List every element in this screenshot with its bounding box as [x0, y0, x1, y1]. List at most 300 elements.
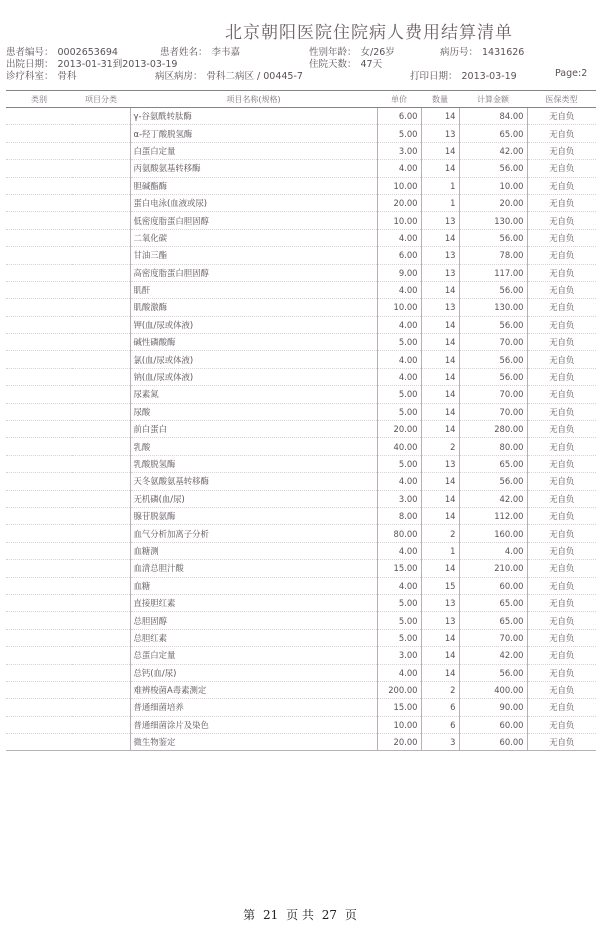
table-row	[6, 281, 596, 298]
cell-amount: 56.00	[459, 316, 527, 333]
cell-category	[6, 612, 72, 629]
cell-quantity: 14	[421, 351, 459, 368]
cell-insurance-type: 无自负	[527, 699, 596, 716]
cell-subcategory	[72, 316, 130, 333]
table-row	[6, 716, 596, 733]
cell-insurance-type: 无自负	[527, 281, 596, 298]
ward-label: 病区病房：	[155, 71, 203, 82]
cell-item-name: 尿素氮	[130, 386, 377, 403]
cell-insurance-type: 无自负	[527, 403, 596, 420]
patient-id-value: 0002653694	[57, 47, 118, 58]
cell-quantity: 14	[421, 160, 459, 177]
cell-amount: 4.00	[459, 542, 527, 559]
table-row	[6, 612, 596, 629]
dept-value: 骨科	[57, 71, 77, 82]
table-row	[6, 699, 596, 716]
cell-amount: 117.00	[459, 264, 527, 281]
cell-unit-price: 10.00	[377, 299, 421, 316]
cell-unit-price: 5.00	[377, 403, 421, 420]
cell-category	[6, 542, 72, 559]
cell-insurance-type: 无自负	[527, 490, 596, 507]
cell-subcategory	[72, 160, 130, 177]
cell-item-name: 血清总胆汁酸	[130, 560, 377, 577]
cell-amount: 42.00	[459, 647, 527, 664]
cell-category	[6, 299, 72, 316]
cell-insurance-type: 无自负	[527, 507, 596, 524]
page-footer	[0, 906, 600, 923]
cell-unit-price: 5.00	[377, 386, 421, 403]
cell-unit-price: 5.00	[377, 629, 421, 646]
cell-item-name: 钠(血/尿或体液)	[130, 368, 377, 385]
table-row	[6, 160, 596, 177]
table-row	[6, 629, 596, 646]
table-row	[6, 229, 596, 246]
cell-unit-price: 5.00	[377, 594, 421, 611]
cell-unit-price: 4.00	[377, 160, 421, 177]
cell-category	[6, 160, 72, 177]
cell-item-name: α-羟丁酸脱氢酶	[130, 125, 377, 142]
cell-item-name: 微生物鉴定	[130, 734, 377, 751]
cell-subcategory	[72, 142, 130, 159]
cell-amount: 65.00	[459, 125, 527, 142]
cell-item-name: 前白蛋白	[130, 421, 377, 438]
cell-quantity: 15	[421, 577, 459, 594]
cell-insurance-type: 无自负	[527, 525, 596, 542]
table-row	[6, 351, 596, 368]
cell-category	[6, 334, 72, 351]
cell-amount: 130.00	[459, 299, 527, 316]
footer-total-pages: 27	[321, 908, 338, 922]
cell-item-name: 丙氨酸氨基转移酶	[130, 160, 377, 177]
cell-subcategory	[72, 594, 130, 611]
cell-item-name: 总胆固醇	[130, 612, 377, 629]
cell-item-name: 直接胆红素	[130, 594, 377, 611]
cell-insurance-type: 无自负	[527, 334, 596, 351]
cell-amount: 210.00	[459, 560, 527, 577]
cell-unit-price: 4.00	[377, 229, 421, 246]
cell-quantity: 13	[421, 455, 459, 472]
dept-label: 诊疗科室：	[6, 71, 54, 82]
cell-item-name: 二氧化碳	[130, 229, 377, 246]
admit-dates-value: 2013-01-31到2013-03-19	[57, 59, 178, 70]
cell-amount: 60.00	[459, 716, 527, 733]
col-header-item-name: 项目名称(规格)	[130, 91, 377, 108]
cell-amount: 65.00	[459, 612, 527, 629]
cell-unit-price: 4.00	[377, 664, 421, 681]
cell-item-name: 白蛋白定量	[130, 142, 377, 159]
cell-subcategory	[72, 629, 130, 646]
cell-amount: 56.00	[459, 473, 527, 490]
cell-subcategory	[72, 699, 130, 716]
cell-quantity: 13	[421, 612, 459, 629]
cell-category	[6, 699, 72, 716]
cell-quantity: 6	[421, 699, 459, 716]
cell-item-name: 氯(血/尿或体液)	[130, 351, 377, 368]
cell-subcategory	[72, 647, 130, 664]
cell-unit-price: 40.00	[377, 438, 421, 455]
cell-quantity: 14	[421, 108, 459, 125]
table-row	[6, 108, 596, 125]
footer-suffix: 页	[344, 908, 357, 922]
cell-category	[6, 455, 72, 472]
cell-category	[6, 594, 72, 611]
cell-insurance-type: 无自负	[527, 108, 596, 125]
cell-unit-price: 15.00	[377, 560, 421, 577]
cell-subcategory	[72, 334, 130, 351]
cell-subcategory	[72, 177, 130, 194]
cell-item-name: γ-谷氨酰转肽酶	[130, 108, 377, 125]
cell-category	[6, 716, 72, 733]
cell-quantity: 14	[421, 229, 459, 246]
cell-amount: 56.00	[459, 368, 527, 385]
cell-amount: 112.00	[459, 507, 527, 524]
patient-id-label: 患者编号：	[6, 47, 54, 58]
cell-quantity: 13	[421, 264, 459, 281]
cell-subcategory	[72, 386, 130, 403]
cell-item-name: 高密度脂蛋白胆固醇	[130, 264, 377, 281]
cell-insurance-type: 无自负	[527, 629, 596, 646]
cell-item-name: 胆碱酯酶	[130, 177, 377, 194]
cell-quantity: 14	[421, 490, 459, 507]
cell-insurance-type: 无自负	[527, 647, 596, 664]
cell-category	[6, 351, 72, 368]
table-header-row	[6, 91, 596, 108]
record-no-label: 病历号：	[440, 47, 479, 58]
cell-category	[6, 681, 72, 698]
cell-quantity: 14	[421, 403, 459, 420]
cell-amount: 56.00	[459, 229, 527, 246]
col-header-subcategory: 项目分类	[72, 91, 130, 108]
table-row	[6, 647, 596, 664]
table-row	[6, 125, 596, 142]
cell-quantity: 13	[421, 125, 459, 142]
table-row	[6, 455, 596, 472]
cell-insurance-type: 无自负	[527, 577, 596, 594]
cell-amount: 56.00	[459, 281, 527, 298]
cell-amount: 60.00	[459, 734, 527, 751]
cell-insurance-type: 无自负	[527, 716, 596, 733]
cell-subcategory	[72, 525, 130, 542]
cell-category	[6, 560, 72, 577]
cell-subcategory	[72, 403, 130, 420]
cell-category	[6, 473, 72, 490]
cell-quantity: 1	[421, 542, 459, 559]
cell-quantity: 14	[421, 647, 459, 664]
table-row	[6, 507, 596, 524]
cell-amount: 20.00	[459, 194, 527, 211]
cell-subcategory	[72, 612, 130, 629]
cell-unit-price: 4.00	[377, 473, 421, 490]
cell-category	[6, 125, 72, 142]
cell-unit-price: 9.00	[377, 264, 421, 281]
cell-insurance-type: 无自负	[527, 594, 596, 611]
col-header-amount: 计算金额	[459, 91, 527, 108]
cell-insurance-type: 无自负	[527, 560, 596, 577]
patient-name-value: 李韦嘉	[211, 47, 241, 58]
cell-unit-price: 4.00	[377, 542, 421, 559]
cell-unit-price: 4.00	[377, 368, 421, 385]
cell-unit-price: 3.00	[377, 142, 421, 159]
charges-table	[6, 90, 596, 751]
cell-category	[6, 490, 72, 507]
table-row	[6, 490, 596, 507]
cell-category	[6, 108, 72, 125]
cell-unit-price: 6.00	[377, 247, 421, 264]
cell-unit-price: 5.00	[377, 455, 421, 472]
cell-quantity: 13	[421, 212, 459, 229]
cell-unit-price: 200.00	[377, 681, 421, 698]
document-title: 北京朝阳医院住院病人费用结算清单	[225, 23, 513, 43]
cell-subcategory	[72, 490, 130, 507]
cell-quantity: 3	[421, 734, 459, 751]
cell-quantity: 14	[421, 421, 459, 438]
cell-subcategory	[72, 455, 130, 472]
cell-item-name: 血气分析加离子分析	[130, 525, 377, 542]
cell-insurance-type: 无自负	[527, 177, 596, 194]
cell-category	[6, 438, 72, 455]
cell-unit-price: 6.00	[377, 108, 421, 125]
cell-subcategory	[72, 560, 130, 577]
cell-amount: 56.00	[459, 351, 527, 368]
admit-dates-label: 出院日期：	[6, 59, 54, 70]
cell-quantity: 14	[421, 386, 459, 403]
cell-item-name: 血糖测	[130, 542, 377, 559]
cell-insurance-type: 无自负	[527, 351, 596, 368]
table-row	[6, 299, 596, 316]
cell-amount: 80.00	[459, 438, 527, 455]
cell-subcategory	[72, 194, 130, 211]
stay-days-label: 住院天数：	[309, 59, 357, 70]
cell-item-name: 腺苷脱氨酶	[130, 507, 377, 524]
cell-subcategory	[72, 125, 130, 142]
cell-quantity: 14	[421, 368, 459, 385]
cell-item-name: 低密度脂蛋白胆固醇	[130, 212, 377, 229]
cell-insurance-type: 无自负	[527, 194, 596, 211]
cell-category	[6, 212, 72, 229]
cell-category	[6, 247, 72, 264]
table-row	[6, 438, 596, 455]
cell-amount: 56.00	[459, 160, 527, 177]
cell-quantity: 14	[421, 629, 459, 646]
cell-subcategory	[72, 351, 130, 368]
cell-amount: 84.00	[459, 108, 527, 125]
table-row	[6, 681, 596, 698]
cell-subcategory	[72, 108, 130, 125]
cell-subcategory	[72, 438, 130, 455]
cell-category	[6, 629, 72, 646]
footer-middle: 页 共	[286, 908, 314, 922]
cell-subcategory	[72, 247, 130, 264]
cell-item-name: 钾(血/尿或体液)	[130, 316, 377, 333]
cell-category	[6, 316, 72, 333]
cell-category	[6, 264, 72, 281]
cell-category	[6, 421, 72, 438]
cell-insurance-type: 无自负	[527, 455, 596, 472]
cell-amount: 70.00	[459, 334, 527, 351]
cell-category	[6, 507, 72, 524]
patient-name-label: 患者姓名：	[160, 47, 208, 58]
table-row	[6, 525, 596, 542]
cell-unit-price: 20.00	[377, 421, 421, 438]
cell-item-name: 甘油三酯	[130, 247, 377, 264]
cell-amount: 70.00	[459, 629, 527, 646]
cell-unit-price: 20.00	[377, 194, 421, 211]
cell-insurance-type: 无自负	[527, 160, 596, 177]
cell-category	[6, 403, 72, 420]
footer-current-page: 21	[262, 908, 279, 922]
footer-prefix: 第	[243, 908, 256, 922]
cell-quantity: 6	[421, 716, 459, 733]
print-date-field	[410, 68, 517, 82]
table-row	[6, 316, 596, 333]
cell-item-name: 肌酐	[130, 281, 377, 298]
cell-item-name: 肌酸激酶	[130, 299, 377, 316]
table-row	[6, 473, 596, 490]
dept-field	[6, 68, 77, 82]
cell-subcategory	[72, 368, 130, 385]
cell-subcategory	[72, 421, 130, 438]
cell-insurance-type: 无自负	[527, 264, 596, 281]
cell-category	[6, 177, 72, 194]
col-header-category: 类别	[6, 91, 72, 108]
cell-insurance-type: 无自负	[527, 542, 596, 559]
cell-subcategory	[72, 681, 130, 698]
cell-category	[6, 229, 72, 246]
col-header-unit-price: 单价	[377, 91, 421, 108]
table-row	[6, 247, 596, 264]
cell-unit-price: 3.00	[377, 490, 421, 507]
cell-insurance-type: 无自负	[527, 438, 596, 455]
cell-quantity: 14	[421, 316, 459, 333]
ward-field	[155, 68, 303, 82]
cell-quantity: 13	[421, 594, 459, 611]
cell-item-name: 乳酸脱氢酶	[130, 455, 377, 472]
cell-unit-price: 5.00	[377, 334, 421, 351]
cell-amount: 42.00	[459, 142, 527, 159]
cell-item-name: 总胆红素	[130, 629, 377, 646]
cell-insurance-type: 无自负	[527, 212, 596, 229]
cell-item-name: 蛋白电泳(血液或尿)	[130, 194, 377, 211]
cell-quantity: 2	[421, 525, 459, 542]
cell-amount: 70.00	[459, 403, 527, 420]
cell-category	[6, 142, 72, 159]
cell-quantity: 1	[421, 194, 459, 211]
cell-item-name: 难辨梭菌A毒素测定	[130, 681, 377, 698]
cell-amount: 78.00	[459, 247, 527, 264]
sex-age-value: 女/26岁	[360, 47, 395, 58]
cell-category	[6, 368, 72, 385]
table-row	[6, 334, 596, 351]
table-row	[6, 664, 596, 681]
cell-amount: 280.00	[459, 421, 527, 438]
cell-item-name: 乳酸	[130, 438, 377, 455]
cell-unit-price: 15.00	[377, 699, 421, 716]
table-row	[6, 368, 596, 385]
cell-insurance-type: 无自负	[527, 125, 596, 142]
cell-amount: 65.00	[459, 594, 527, 611]
cell-subcategory	[72, 281, 130, 298]
print-date-label: 打印日期：	[410, 71, 458, 82]
cell-item-name: 无机磷(血/尿)	[130, 490, 377, 507]
cell-item-name: 血糖	[130, 577, 377, 594]
cell-quantity: 1	[421, 177, 459, 194]
table-row	[6, 734, 596, 751]
cell-insurance-type: 无自负	[527, 386, 596, 403]
page-indicator: Page:2	[555, 68, 588, 79]
cell-subcategory	[72, 264, 130, 281]
cell-quantity: 2	[421, 438, 459, 455]
table-row	[6, 386, 596, 403]
cell-quantity: 14	[421, 334, 459, 351]
table-row	[6, 142, 596, 159]
table-row	[6, 403, 596, 420]
cell-unit-price: 4.00	[377, 281, 421, 298]
cell-item-name: 普通细菌涂片及染色	[130, 716, 377, 733]
table-row	[6, 421, 596, 438]
cell-unit-price: 4.00	[377, 316, 421, 333]
cell-category	[6, 525, 72, 542]
cell-quantity: 13	[421, 247, 459, 264]
cell-category	[6, 577, 72, 594]
cell-category	[6, 281, 72, 298]
cell-unit-price: 5.00	[377, 125, 421, 142]
cell-subcategory	[72, 577, 130, 594]
cell-insurance-type: 无自负	[527, 229, 596, 246]
cell-insurance-type: 无自负	[527, 421, 596, 438]
ward-value: 骨科二病区 / 00445-7	[206, 71, 303, 82]
cell-amount: 70.00	[459, 386, 527, 403]
cell-category	[6, 664, 72, 681]
charges-table-body	[6, 108, 596, 751]
record-no-value: 1431626	[482, 47, 525, 58]
cell-unit-price: 10.00	[377, 177, 421, 194]
cell-quantity: 14	[421, 560, 459, 577]
cell-category	[6, 194, 72, 211]
cell-quantity: 14	[421, 507, 459, 524]
cell-insurance-type: 无自负	[527, 142, 596, 159]
cell-quantity: 14	[421, 664, 459, 681]
cell-quantity: 14	[421, 142, 459, 159]
cell-insurance-type: 无自负	[527, 368, 596, 385]
cell-unit-price: 10.00	[377, 212, 421, 229]
table-row	[6, 212, 596, 229]
cell-quantity: 2	[421, 681, 459, 698]
print-date-value: 2013-03-19	[461, 71, 517, 82]
cell-quantity: 14	[421, 281, 459, 298]
cell-insurance-type: 无自负	[527, 681, 596, 698]
cell-item-name: 总钙(血/尿)	[130, 664, 377, 681]
cell-insurance-type: 无自负	[527, 247, 596, 264]
col-header-insurance-type: 医保类型	[527, 91, 596, 108]
cell-amount: 65.00	[459, 455, 527, 472]
cell-unit-price: 80.00	[377, 525, 421, 542]
cell-amount: 160.00	[459, 525, 527, 542]
cell-item-name: 普通细菌培养	[130, 699, 377, 716]
cell-item-name: 尿酸	[130, 403, 377, 420]
cell-quantity: 13	[421, 299, 459, 316]
cell-unit-price: 8.00	[377, 507, 421, 524]
cell-subcategory	[72, 716, 130, 733]
cell-insurance-type: 无自负	[527, 734, 596, 751]
table-row	[6, 177, 596, 194]
cell-item-name: 天冬氨酸氨基转移酶	[130, 473, 377, 490]
cell-amount: 10.00	[459, 177, 527, 194]
cell-insurance-type: 无自负	[527, 316, 596, 333]
cell-unit-price: 5.00	[377, 612, 421, 629]
cell-insurance-type: 无自负	[527, 299, 596, 316]
cell-unit-price: 10.00	[377, 716, 421, 733]
stay-days-value: 47天	[360, 59, 383, 70]
